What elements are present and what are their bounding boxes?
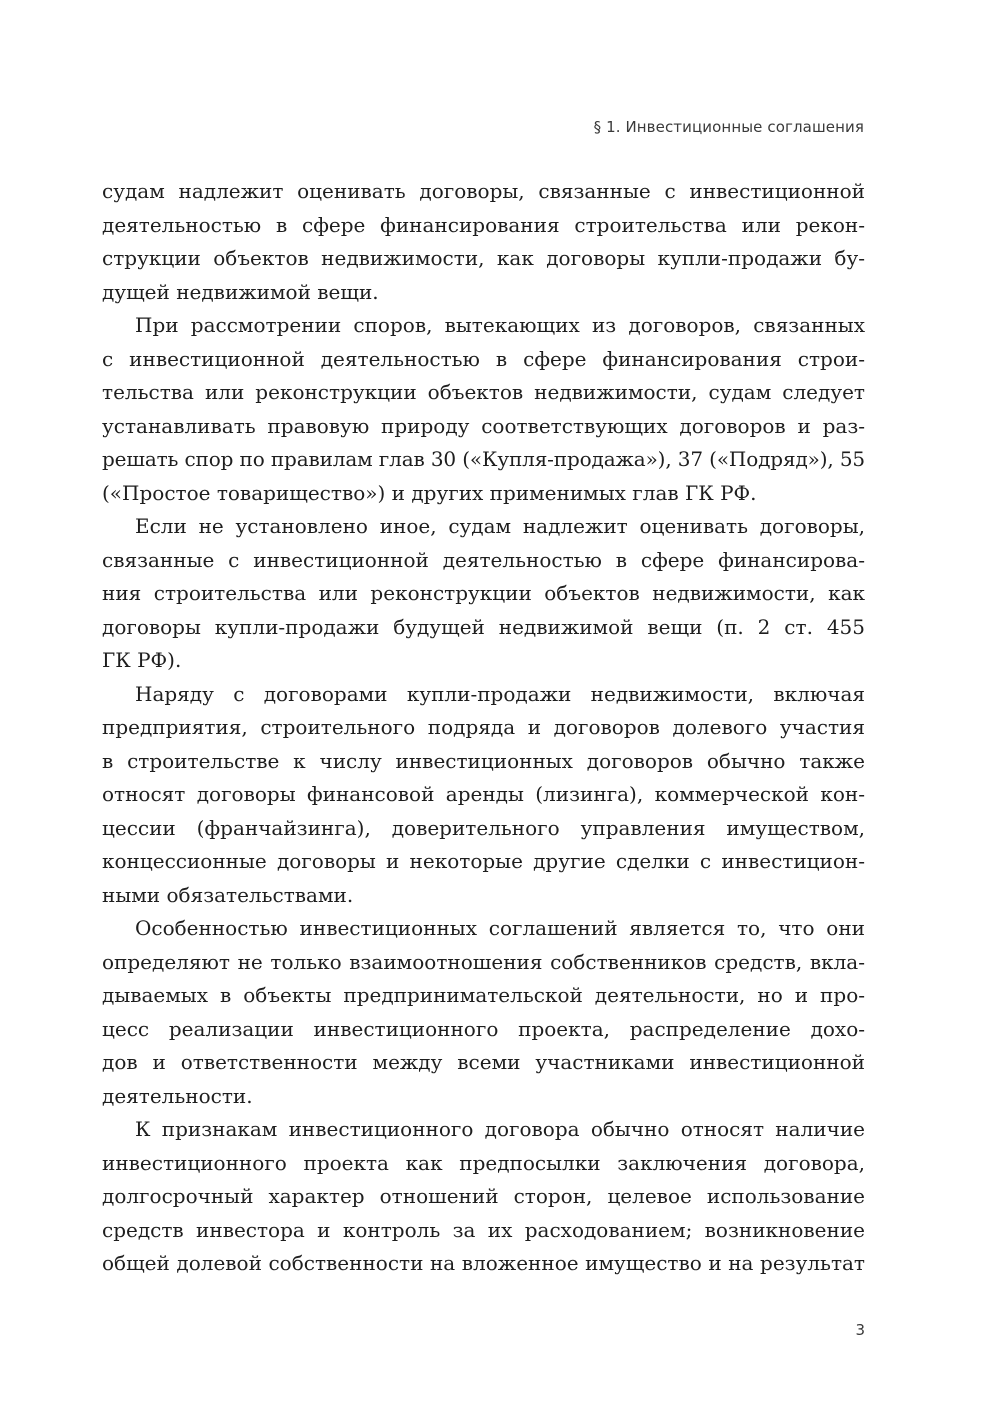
text-line: тельства или реконструкции объектов недвижимости, судам следует: [102, 380, 865, 404]
body-text: [102, 175, 865, 1281]
text-line: струкции объектов недвижимости, как договоры купли-продажи бу-: [102, 246, 865, 270]
text-line: долгосрочный характер отношений сторон, целевое использование: [102, 1184, 865, 1208]
text-line: средств инвестора и контроль за их расходованием; возникновение: [102, 1217, 865, 1242]
text-line: определяют не только взаимоотношения собственников средств, вкла-: [102, 949, 865, 974]
text-line: деятельности.: [102, 1083, 253, 1108]
text-line: При рассмотрении споров, вытекающих из договоров, связанных: [135, 313, 865, 337]
paragraph-6: [102, 1113, 865, 1281]
text-line: связанные с инвестиционной деятельностью в сфере финансирова-: [102, 547, 865, 572]
text-line: дов и ответственности между всеми участниками инвестиционной: [102, 1050, 865, 1074]
text-line: концессионные договоры и некоторые другие сделки с инвестицион-: [102, 849, 865, 873]
text-line: дываемых в объекты предпринимательской деятельности, но и про-: [102, 983, 865, 1007]
text-line: Особенностью инвестиционных соглашений является то, что они: [135, 916, 865, 940]
text-line: цессии (франчайзинга), доверительного управления имуществом,: [102, 815, 865, 840]
text-line: К признакам инвестиционного договора обычно относят наличие: [135, 1117, 865, 1141]
text-line: устанавливать правовую природу соответствующих договоров и раз-: [102, 413, 865, 438]
text-line: ГК РФ).: [102, 648, 182, 672]
page-number: 3: [855, 1321, 865, 1339]
text-line: ными обязательствами.: [102, 882, 354, 907]
text-line: инвестиционного проекта как предпосылки заключения договора,: [102, 1150, 865, 1175]
paragraph-4: [102, 678, 865, 913]
paragraph-2: [102, 309, 865, 510]
text-line: решать спор по правилам глав 30 («Купля-продажа»), 37 («Подряд»), 55: [102, 447, 865, 471]
paragraph-5: [102, 912, 865, 1113]
text-line: деятельностью в сфере финансирования строительства или рекон-: [102, 212, 865, 237]
text-line: с инвестиционной деятельностью в сфере финансирования строи-: [102, 346, 865, 371]
text-line: («Простое товарищество») и других применимых глав ГК РФ.: [102, 480, 757, 505]
paragraph-1: [102, 175, 865, 309]
text-line: ния строительства или реконструкции объектов недвижимости, как: [102, 581, 865, 605]
text-line: дущей недвижимой вещи.: [102, 279, 379, 304]
text-line: в строительстве к числу инвестиционных договоров обычно также: [102, 748, 865, 773]
text-line: Наряду с договорами купли-продажи недвижимости, включая: [135, 681, 865, 706]
text-line: цесс реализации инвестиционного проекта, распределение дохо-: [102, 1016, 865, 1041]
text-line: общей долевой собственности на вложенное имущество и на результат: [102, 1251, 865, 1275]
text-line: судам надлежит оценивать договоры, связанные с инвестиционной: [102, 179, 865, 203]
text-line: относят договоры финансовой аренды (лизинга), коммерческой кон-: [102, 782, 865, 806]
text-line: договоры купли-продажи будущей недвижимой вещи (п. 2 ст. 455: [102, 614, 865, 639]
running-head: § 1. Инвестиционные соглашения: [593, 118, 864, 136]
text-line: предприятия, строительного подряда и договоров долевого участия: [102, 715, 865, 739]
paragraph-3: [102, 510, 865, 678]
text-line: Если не установлено иное, судам надлежит оценивать договоры,: [135, 514, 865, 538]
